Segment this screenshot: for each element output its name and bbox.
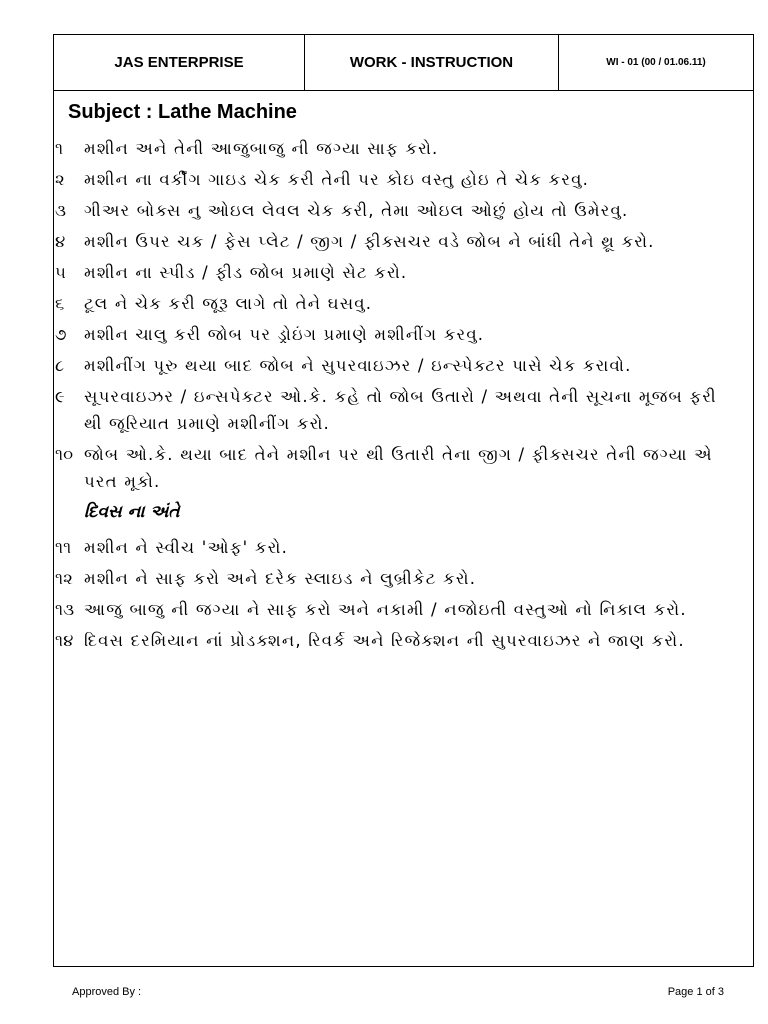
step-text: મશીન ઉપર ચક / ફેસ પ્લેટ / જીગ / ફીક્સચર વડે જોબ ને બાંધી તેને થ્રૂ કરો. [84,232,655,251]
approved-by-label: Approved By : [72,986,142,998]
step-number: ૪ [55,232,66,251]
step-item [54,290,753,317]
step-number: ૮ [55,356,65,375]
step-item [54,352,753,379]
step-text: મશીન ના વર્કીંગ ગાઇડ ચેક કરી તેની પર કોઇ વસ્તુ હોઇ તે ચેક કરવુ. [84,170,590,189]
step-text: મશીન ના સ્પીડ / ફીડ જોબ પ્રમાણે સેટ કરો. [84,263,408,282]
step-text: મશીન ને સ્વીચ 'ઓફ' કરો. [84,538,289,557]
step-item [54,534,753,561]
page-number: Page 1 of 3 [667,986,724,998]
step-number: ૧૨ [55,569,73,588]
step-text: સૂપરવાઇઝર / ઇન્સપેક્ટર ઓ.કે. કહે તો જોબ ઉતારો / અથવા તેની સૂચના મૂજબ ફરી થી જૂરિયાત પ્રમાણે મશીનીંગ કરો. [84,387,717,433]
step-item [54,383,753,437]
step-text: મશીનીંગ પૂરુ થયા બાદ જોબ ને સુપરવાઇઝર / ઇન્સ્પેક્ટર પાસે ચેક કરાવો. [84,356,632,375]
step-text: મશીન ચાલુ કરી જોબ પર ડ્રોઇંગ પ્રમાણે મશીનીંગ કરવુ. [84,325,485,344]
step-item [54,596,753,623]
step-text: દિવસ દરમિયાન નાં પ્રોડક્શન, રિવર્ક અને રિજેક્શન ની સુપરવાઇઝર ને જાણ કરો. [84,631,685,650]
step-item [54,197,753,224]
document-type: WORK - INSTRUCTION [305,35,559,90]
step-text: મશીન અને તેની આજુબાજુ ની જગ્યા સાફ કરો. [84,139,439,158]
step-item [54,259,753,286]
step-item [54,441,753,495]
step-number: ૩ [55,201,66,220]
step-number: ૧૦ [55,445,74,464]
step-number: ૧૪ [55,631,74,650]
step-text: જોબ ઓ.કે. થયા બાદ તેને મશીન પર થી ઉતારી તેના જીગ / ફીક્સચર તેની જગ્યા એ પરત મૂકો. [84,445,713,491]
step-item [54,166,753,193]
step-text: ગીઅર બોક્સ નુ ઓઇલ લેવલ ચેક કરી, તેમા ઓઇલ ઓછું હોય તો ઉમેરવુ. [84,201,629,220]
header-table [54,35,753,91]
step-number: ૫ [55,263,66,282]
step-item [54,321,753,348]
company-name: JAS ENTERPRISE [54,35,305,90]
instruction-list [54,135,753,658]
step-number: ૨ [55,170,65,189]
step-item [54,228,753,255]
document-frame [53,34,754,967]
subject-title: Subject : Lathe Machine [68,101,297,123]
step-text: મશીન ને સાફ કરો અને દરેક સ્લાઇડ ને લુબ્રીકેટ કરો. [84,569,477,588]
step-text: આજુ બાજુ ની જગ્યા ને સાફ કરો અને નકામી / નજોઇતી વસ્તુઓ નો નિકાલ કરો. [84,600,687,619]
step-text: ટૂલ ને ચેક કરી જૂરૂ લાગે તો તેને ઘસવુ. [84,294,373,313]
document-reference: WI - 01 (00 / 01.06.11) [606,57,706,68]
step-item [54,627,753,654]
step-item [54,565,753,592]
step-number: ૧ [55,139,64,158]
step-item [54,135,753,162]
step-number: ૧૩ [55,600,75,619]
step-number: ૭ [55,325,67,344]
step-number: ૯ [55,387,65,406]
step-number: ૬ [55,294,65,313]
section-heading-end-of-day: દિવસ ના અંતે [84,502,180,522]
step-number: ૧૧ [55,538,72,557]
